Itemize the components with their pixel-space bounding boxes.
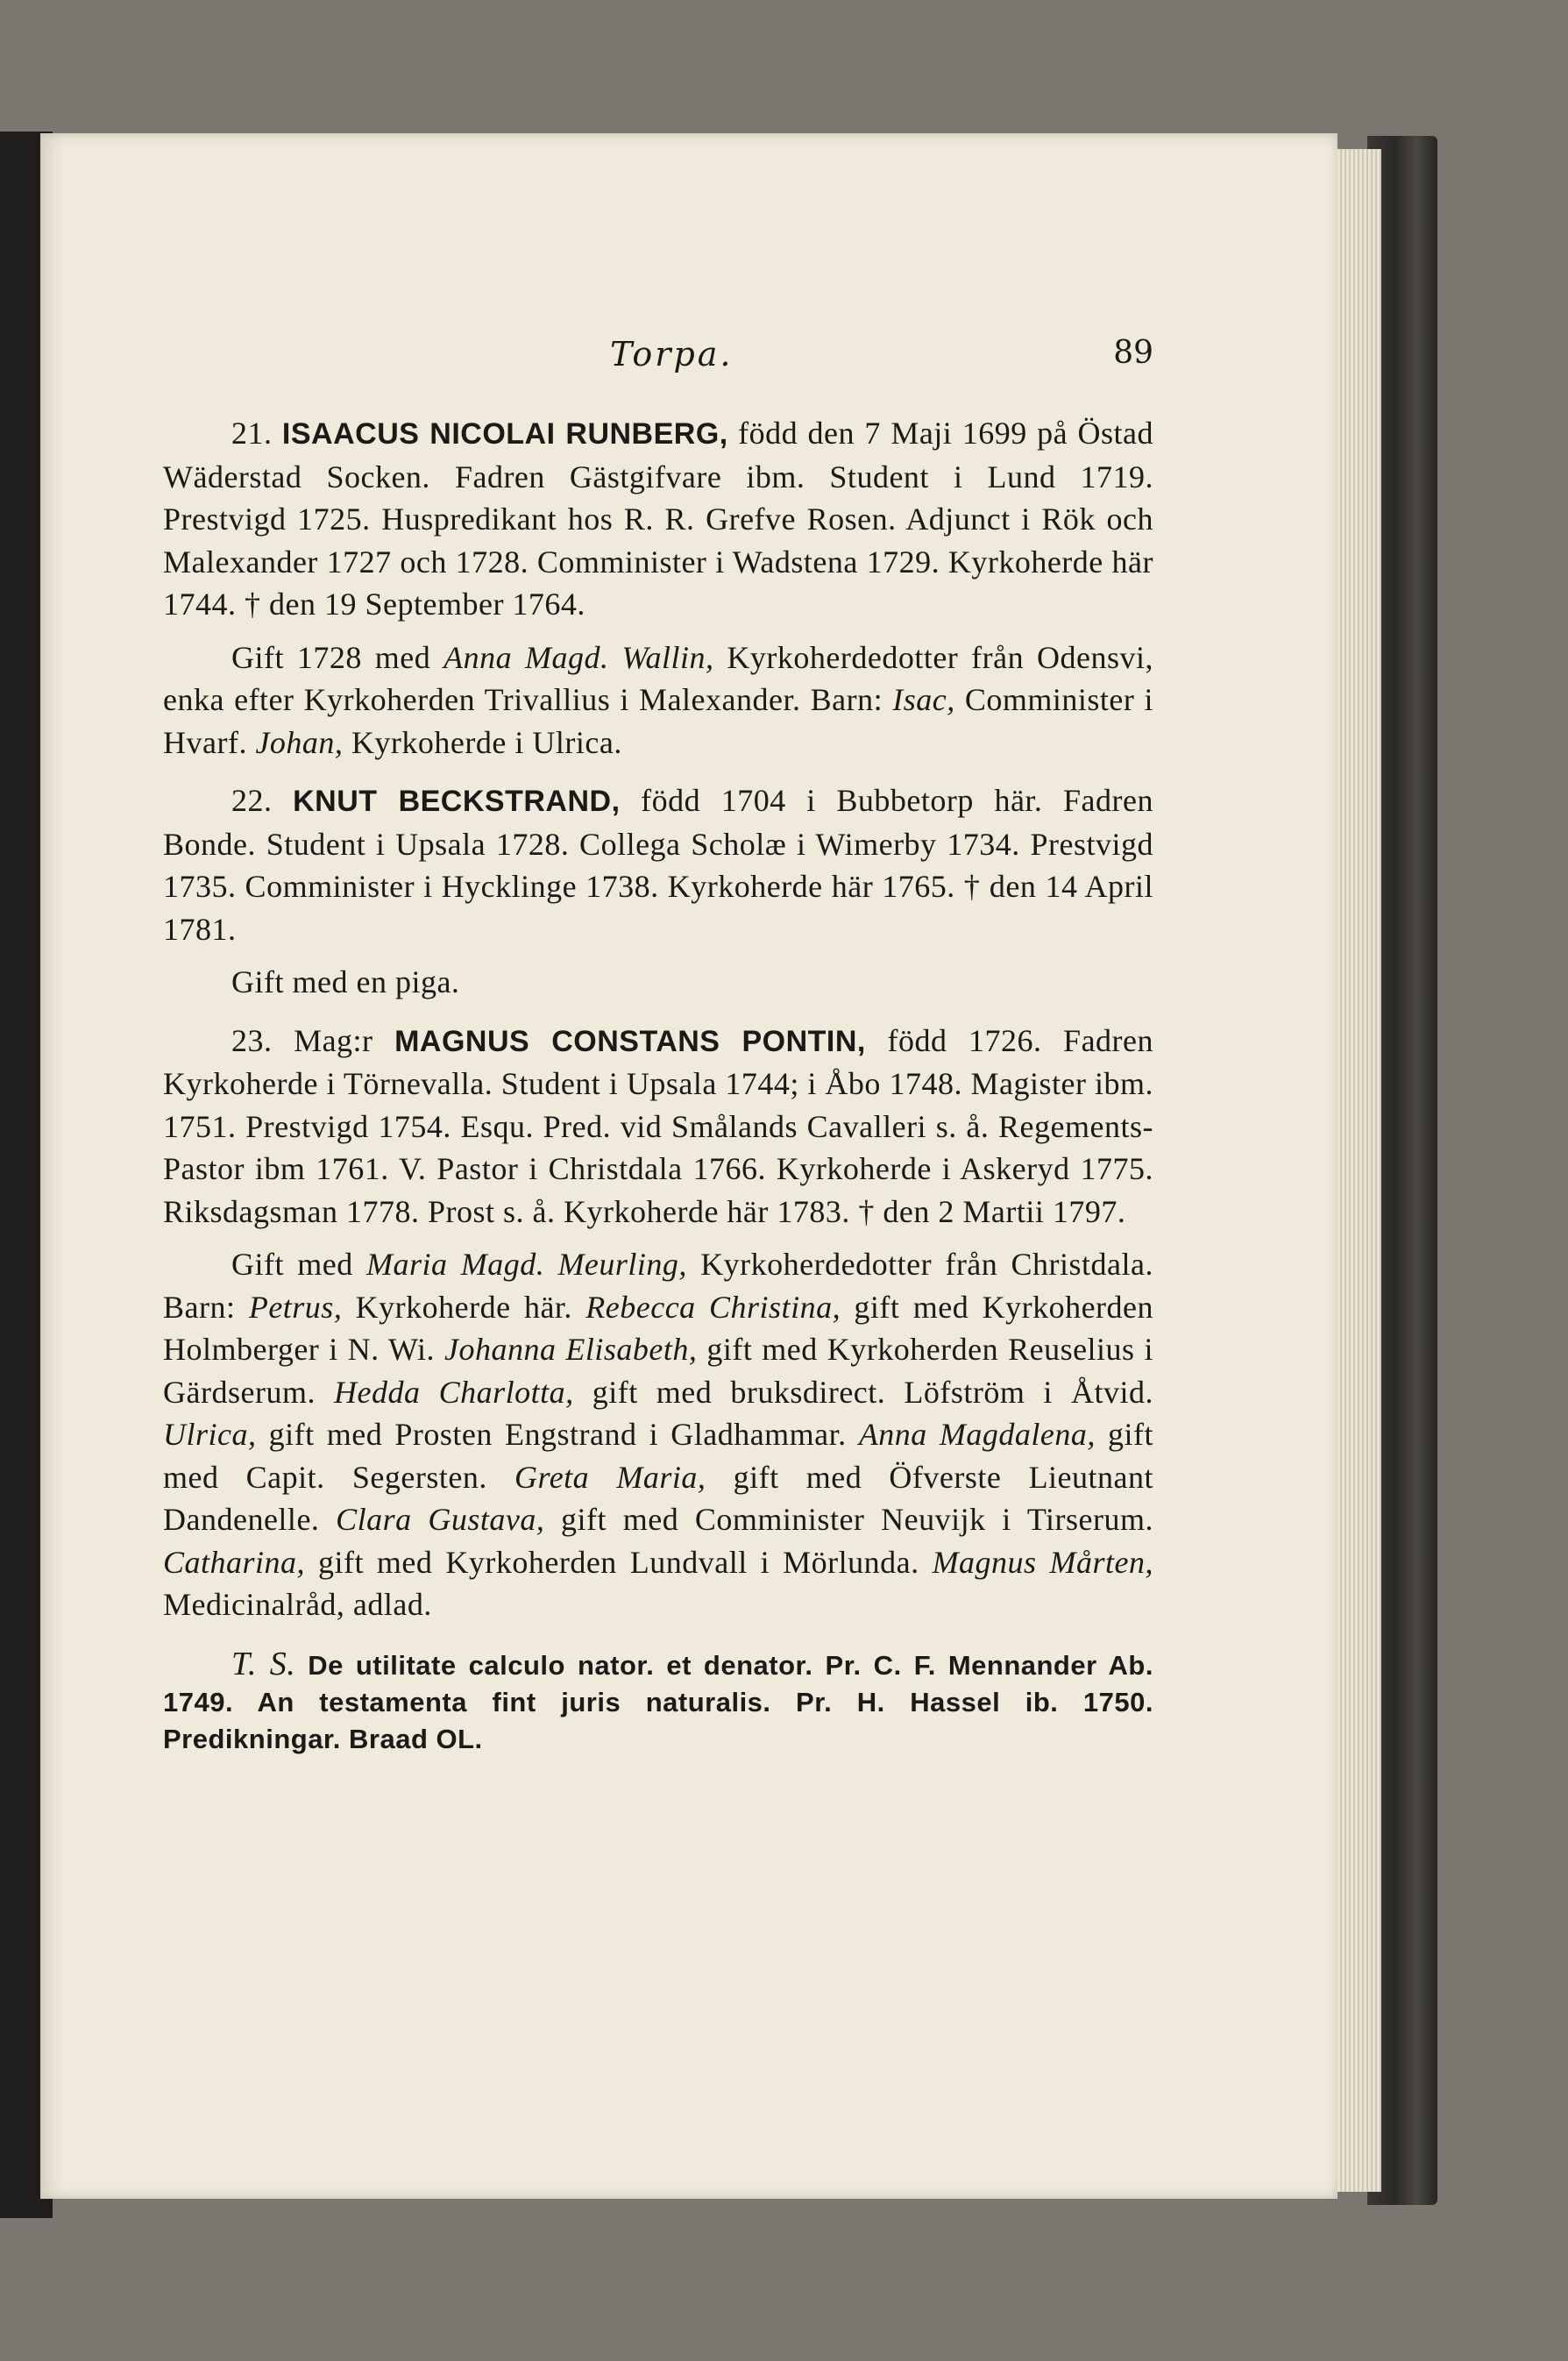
child-text: Medicinalråd, adlad. [163,1587,432,1622]
entry-text: född den 7 Maji 1699 på Östad Wäderstad Socken. Fadren Gästgifvare ibm. Student i Lund 1719. Prestvigd 1725. Huspredikant hos R. R. Grefve Rosen. Adjunct i Rök och Malexander 1727 och 1728. Comminister i Wadstena 1729. Kyrkoherde här 1744. † den 19 September 1764. [163,416,1153,622]
child-text: gift med Kyrkoherden Holmberger i N. Wi. [163,1289,1154,1367]
entry-name: KNUT BECKSTRAND, [293,785,621,818]
spouse-name: Maria Magd. Meurling, [365,1247,687,1282]
spouse-name: Anna Magd. Wallin, [443,639,714,675]
child-name: Johan, [255,724,344,760]
child-name: Rebecca Christina, [585,1289,841,1325]
page-number: 89 [1113,335,1153,371]
child-text: gift med Comminister Neuvijk i Tirserum. [561,1502,1154,1537]
child-name: Clara Gustava, [336,1502,545,1537]
child-name: Johanna Elisabeth, [443,1332,698,1367]
entry-21-married [163,636,1153,764]
title-prefix: Mag:r [294,1022,373,1058]
footnote-text: De utilitate calculo nator. et denator. Pr. C. F. Mennander Ab. 1749. An testamenta fint juris naturalis. Pr. H. Hassel ib. 1750. Predikningar. Braad OL. [163,1649,1153,1754]
child-name: Hedda Charlotta, [334,1374,574,1410]
child-text: gift med Öfverste Lieutnant Dandenelle. [163,1459,1154,1537]
married-text: Kyrkoherdedotter från Christdala. Barn: [163,1247,1154,1325]
entry-text: född 1726. Fadren Kyrkoherde i Törnevalla. Student i Upsala 1744; i Åbo 1748. Magister ibm. 1751. Prestvigd 1754. Esqu. Pred. vid Smålands Cavalleri s. å. Regements-Pastor ibm 1761. V. Pastor i Christdala 1766. Kyrkoherde i Askeryd 1775. Riksdagsman 1778. Prost s. å. Kyrkoherde här 1783. † den 2 Martii 1797. [163,1022,1154,1229]
child-text: gift med bruksdirect. Löfström i Åtvid. [592,1374,1153,1410]
text-block [163,335,1153,1758]
child-text: gift med Kyrkoherden Lundvall i Mörlunda. [317,1544,919,1580]
entry-name: MAGNUS CONSTANS PONTIN, [394,1024,866,1058]
child-text: gift med Prosten Engstrand i Gladhammar. [268,1417,847,1452]
entry-name: ISAACUS NICOLAI RUNBERG, [281,417,728,451]
book-page [40,133,1337,2199]
page-header [163,335,1153,396]
married-text: Gift med en piga. [231,964,460,999]
entry-22 [163,779,1153,950]
child-name: Isac, [892,682,955,717]
child-name: Magnus Mårten, [932,1544,1153,1580]
child-text: Kyrkoherde här. [355,1289,572,1325]
footnote [163,1646,1153,1758]
child-text: gift med Capit. Segersten. [163,1417,1154,1495]
entry-number: 22. [231,783,273,818]
running-title: Torpa. [610,335,734,373]
married-text: Kyrkoherdedotter från Odensvi, enka efter Kyrkoherden Trivallius i Malexander. Barn: [163,639,1153,717]
entry-22-married [163,961,1153,1004]
child-text: Comminister i Hvarf. [163,682,1154,760]
entry-number: 21. [231,416,273,451]
entry-21 [163,412,1153,626]
child-name: Catharina, [163,1544,306,1580]
entry-text: född 1704 i Bubbetorp här. Fadren Bonde. Student i Upsala 1728. Collega Scholæ i Wimerby 1734. Prestvigd 1735. Comminister i Hycklinge 1738. Kyrkoherde här 1765. † den 14 April 1781. [163,783,1153,947]
entry-23-married [163,1243,1153,1626]
child-name: Petrus, [248,1289,343,1325]
entry-number: 23. [231,1022,273,1058]
married-prefix: Gift med [231,1247,353,1282]
child-text: Kyrkoherde i Ulrica. [351,724,622,760]
child-name: Greta Maria, [514,1459,706,1495]
entry-23 [163,1020,1153,1234]
married-prefix: Gift 1728 med [231,639,431,675]
child-text: gift med Kyrkoherden Reuselius i Gärdserum. [163,1332,1154,1410]
child-name: Anna Magdalena, [858,1417,1096,1452]
footnote-label: T. S. [231,1645,296,1682]
child-name: Ulrica, [163,1417,257,1452]
